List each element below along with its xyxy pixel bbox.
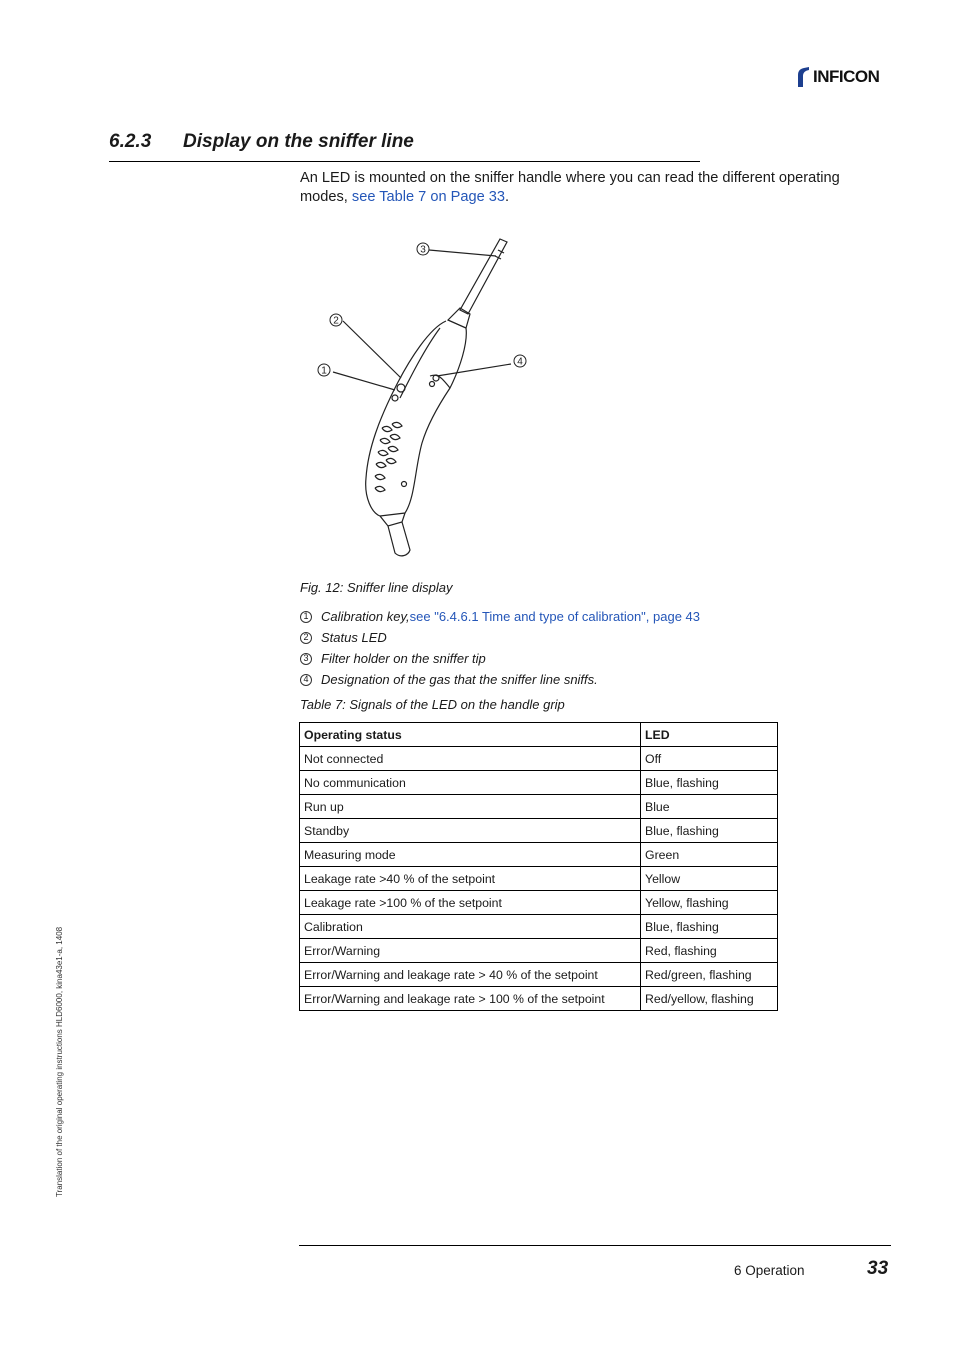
led-signals-table — [299, 722, 778, 1011]
led-cell: Blue — [641, 795, 778, 819]
table-link[interactable]: see Table 7 on Page 33 — [351, 189, 506, 205]
status-cell: Not connected — [300, 747, 641, 771]
led-cell: Yellow, flashing — [641, 891, 778, 915]
legend-number: 4 — [300, 674, 312, 686]
led-cell: Green — [641, 843, 778, 867]
footer-section-label: 6 Operation — [734, 1263, 805, 1278]
table-row — [300, 819, 778, 843]
table-row — [300, 987, 778, 1011]
status-cell: Calibration — [300, 915, 641, 939]
callout-1: 1 — [321, 365, 327, 377]
sniffer-line-figure — [300, 228, 560, 568]
table-row — [300, 867, 778, 891]
legend-number: 3 — [300, 653, 312, 665]
callout-3: 3 — [420, 244, 426, 256]
legend-number: 1 — [300, 611, 312, 623]
status-cell: Standby — [300, 819, 641, 843]
page-number: 33 — [867, 1258, 889, 1279]
table-row — [300, 915, 778, 939]
calibration-link[interactable]: see "6.4.6.1 Time and type of calibration", page 43 — [409, 609, 701, 624]
table-row — [300, 891, 778, 915]
header-operating-status: Operating status — [300, 723, 641, 747]
legend-text: Status LED — [321, 630, 387, 645]
table-row — [300, 963, 778, 987]
inficon-logo-mark-icon — [795, 66, 811, 88]
legend-text: Filter holder on the sniffer tip — [321, 651, 486, 666]
section-number: 6.2.3 — [109, 131, 152, 152]
status-cell: Error/Warning and leakage rate > 100 % of the setpoint — [300, 987, 641, 1011]
status-cell: Leakage rate >100 % of the setpoint — [300, 891, 641, 915]
status-cell: Error/Warning and leakage rate > 40 % of the setpoint — [300, 963, 641, 987]
intro-paragraph — [300, 169, 880, 207]
status-cell: Error/Warning — [300, 939, 641, 963]
status-cell: Measuring mode — [300, 843, 641, 867]
legend-text: Calibration key, — [321, 609, 410, 624]
footer-divider — [299, 1245, 891, 1246]
status-cell: Run up — [300, 795, 641, 819]
legend-number: 2 — [300, 632, 312, 644]
logo-text: INFICON — [813, 67, 880, 86]
header-led: LED — [641, 723, 778, 747]
section-title: Display on the sniffer line — [183, 131, 414, 152]
callout-4: 4 — [517, 356, 523, 368]
led-cell: Red, flashing — [641, 939, 778, 963]
legend-item — [300, 648, 700, 669]
status-cell: Leakage rate >40 % of the setpoint — [300, 867, 641, 891]
intro-text-end: . — [505, 189, 510, 205]
led-cell: Blue, flashing — [641, 915, 778, 939]
led-cell: Red/yellow, flashing — [641, 987, 778, 1011]
table-row — [300, 771, 778, 795]
led-cell: Off — [641, 747, 778, 771]
table-header-row — [300, 723, 778, 747]
led-cell: Blue, flashing — [641, 771, 778, 795]
led-cell: Blue, flashing — [641, 819, 778, 843]
section-heading — [109, 131, 700, 162]
table-row — [300, 843, 778, 867]
callout-2: 2 — [333, 315, 339, 327]
table-caption: Table 7: Signals of the LED on the handle grip — [300, 697, 565, 712]
figure-legend — [300, 606, 700, 690]
table-row — [300, 939, 778, 963]
led-cell: Red/green, flashing — [641, 963, 778, 987]
figure-caption: Fig. 12: Sniffer line display — [300, 580, 453, 595]
legend-item — [300, 606, 700, 627]
table-row — [300, 747, 778, 771]
table-row — [300, 795, 778, 819]
side-note: Translation of the original operating instructions HLD6000, kina43e1-a, 1408 — [55, 926, 64, 1197]
legend-text: Designation of the gas that the sniffer line sniffs. — [321, 672, 598, 687]
legend-item — [300, 627, 700, 648]
status-cell: No communication — [300, 771, 641, 795]
intro-text: An LED is mounted on the sniffer handle where you can read the different operating modes, — [300, 170, 840, 205]
led-cell: Yellow — [641, 867, 778, 891]
inficon-logo — [795, 66, 879, 88]
legend-item — [300, 669, 700, 690]
